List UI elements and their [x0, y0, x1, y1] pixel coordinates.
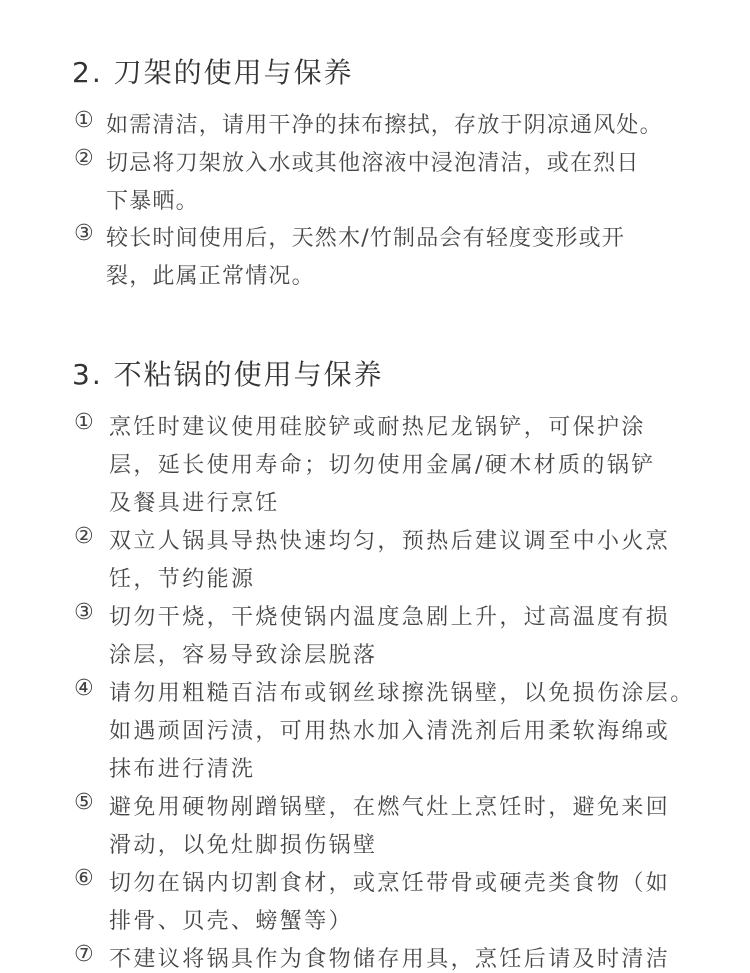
- item-number: ⑦: [74, 942, 94, 967]
- item-text-line: 较长时间使用后，天然木/竹制品会有轻度变形或开: [106, 226, 626, 251]
- item-text-line: 饪，节约能源: [109, 567, 256, 592]
- item-text-line: 双立人锅具导热快速均匀，预热后建议调至中小火烹: [109, 529, 671, 554]
- section-title: 2. 刀架的使用与保养: [72, 56, 354, 89]
- item-text-line: 切勿在锅内切割食材，或烹饪带骨或硬壳类食物（如: [109, 871, 671, 896]
- item-number: ⑤: [74, 790, 94, 815]
- item-text-line: 涂层，容易导致涂层脱落: [109, 643, 378, 668]
- item-number: ①: [74, 410, 94, 435]
- item-number: ②: [74, 146, 94, 171]
- item-text-line: 层，延长使用寿命；切勿使用金属/硬木材质的锅铲: [109, 453, 656, 478]
- item-text-line: 排骨、贝壳、螃蟹等）: [109, 909, 354, 934]
- item-text-line: 烹饪时建议使用硅胶铲或耐热尼龙锅铲，可保护涂: [109, 415, 646, 440]
- item-number: ③: [74, 221, 94, 246]
- item-text-line: 抹布进行清洗: [109, 757, 256, 782]
- item-text-line: 裂，此属正常情况。: [106, 264, 315, 289]
- item-text-line: 如需清洁，请用干净的抹布擦拭，存放于阴凉通风处。: [106, 113, 663, 138]
- item-number: ②: [74, 524, 94, 549]
- item-text-line: 切勿干烧，干烧使锅内温度急剧上升，过高温度有损: [109, 605, 671, 630]
- item-number: ④: [74, 676, 94, 701]
- item-number: ①: [74, 108, 94, 133]
- item-number: ⑥: [74, 866, 94, 891]
- item-text-line: 请勿用粗糙百洁布或钢丝球擦洗锅壁，以免损伤涂层。: [109, 681, 695, 706]
- item-text-line: 不建议将锅具作为食物储存用具，烹饪后请及时清洁: [109, 947, 671, 972]
- item-text-line: 避免用硬物剐蹭锅壁，在燃气灶上烹饪时，避免来回: [109, 795, 671, 820]
- item-text-line: 滑动，以免灶脚损伤锅壁: [109, 833, 378, 858]
- section-title: 3. 不粘锅的使用与保养: [72, 358, 384, 391]
- item-text-line: 下暴晒。: [106, 189, 199, 214]
- item-text-line: 切忌将刀架放入水或其他溶液中浸泡清洁，或在烈日: [106, 151, 640, 176]
- item-number: ③: [74, 600, 94, 625]
- item-text-line: 如遇顽固污渍，可用热水加入清洗剂后用柔软海绵或: [109, 719, 671, 744]
- item-text-line: 及餐具进行烹饪: [109, 491, 280, 516]
